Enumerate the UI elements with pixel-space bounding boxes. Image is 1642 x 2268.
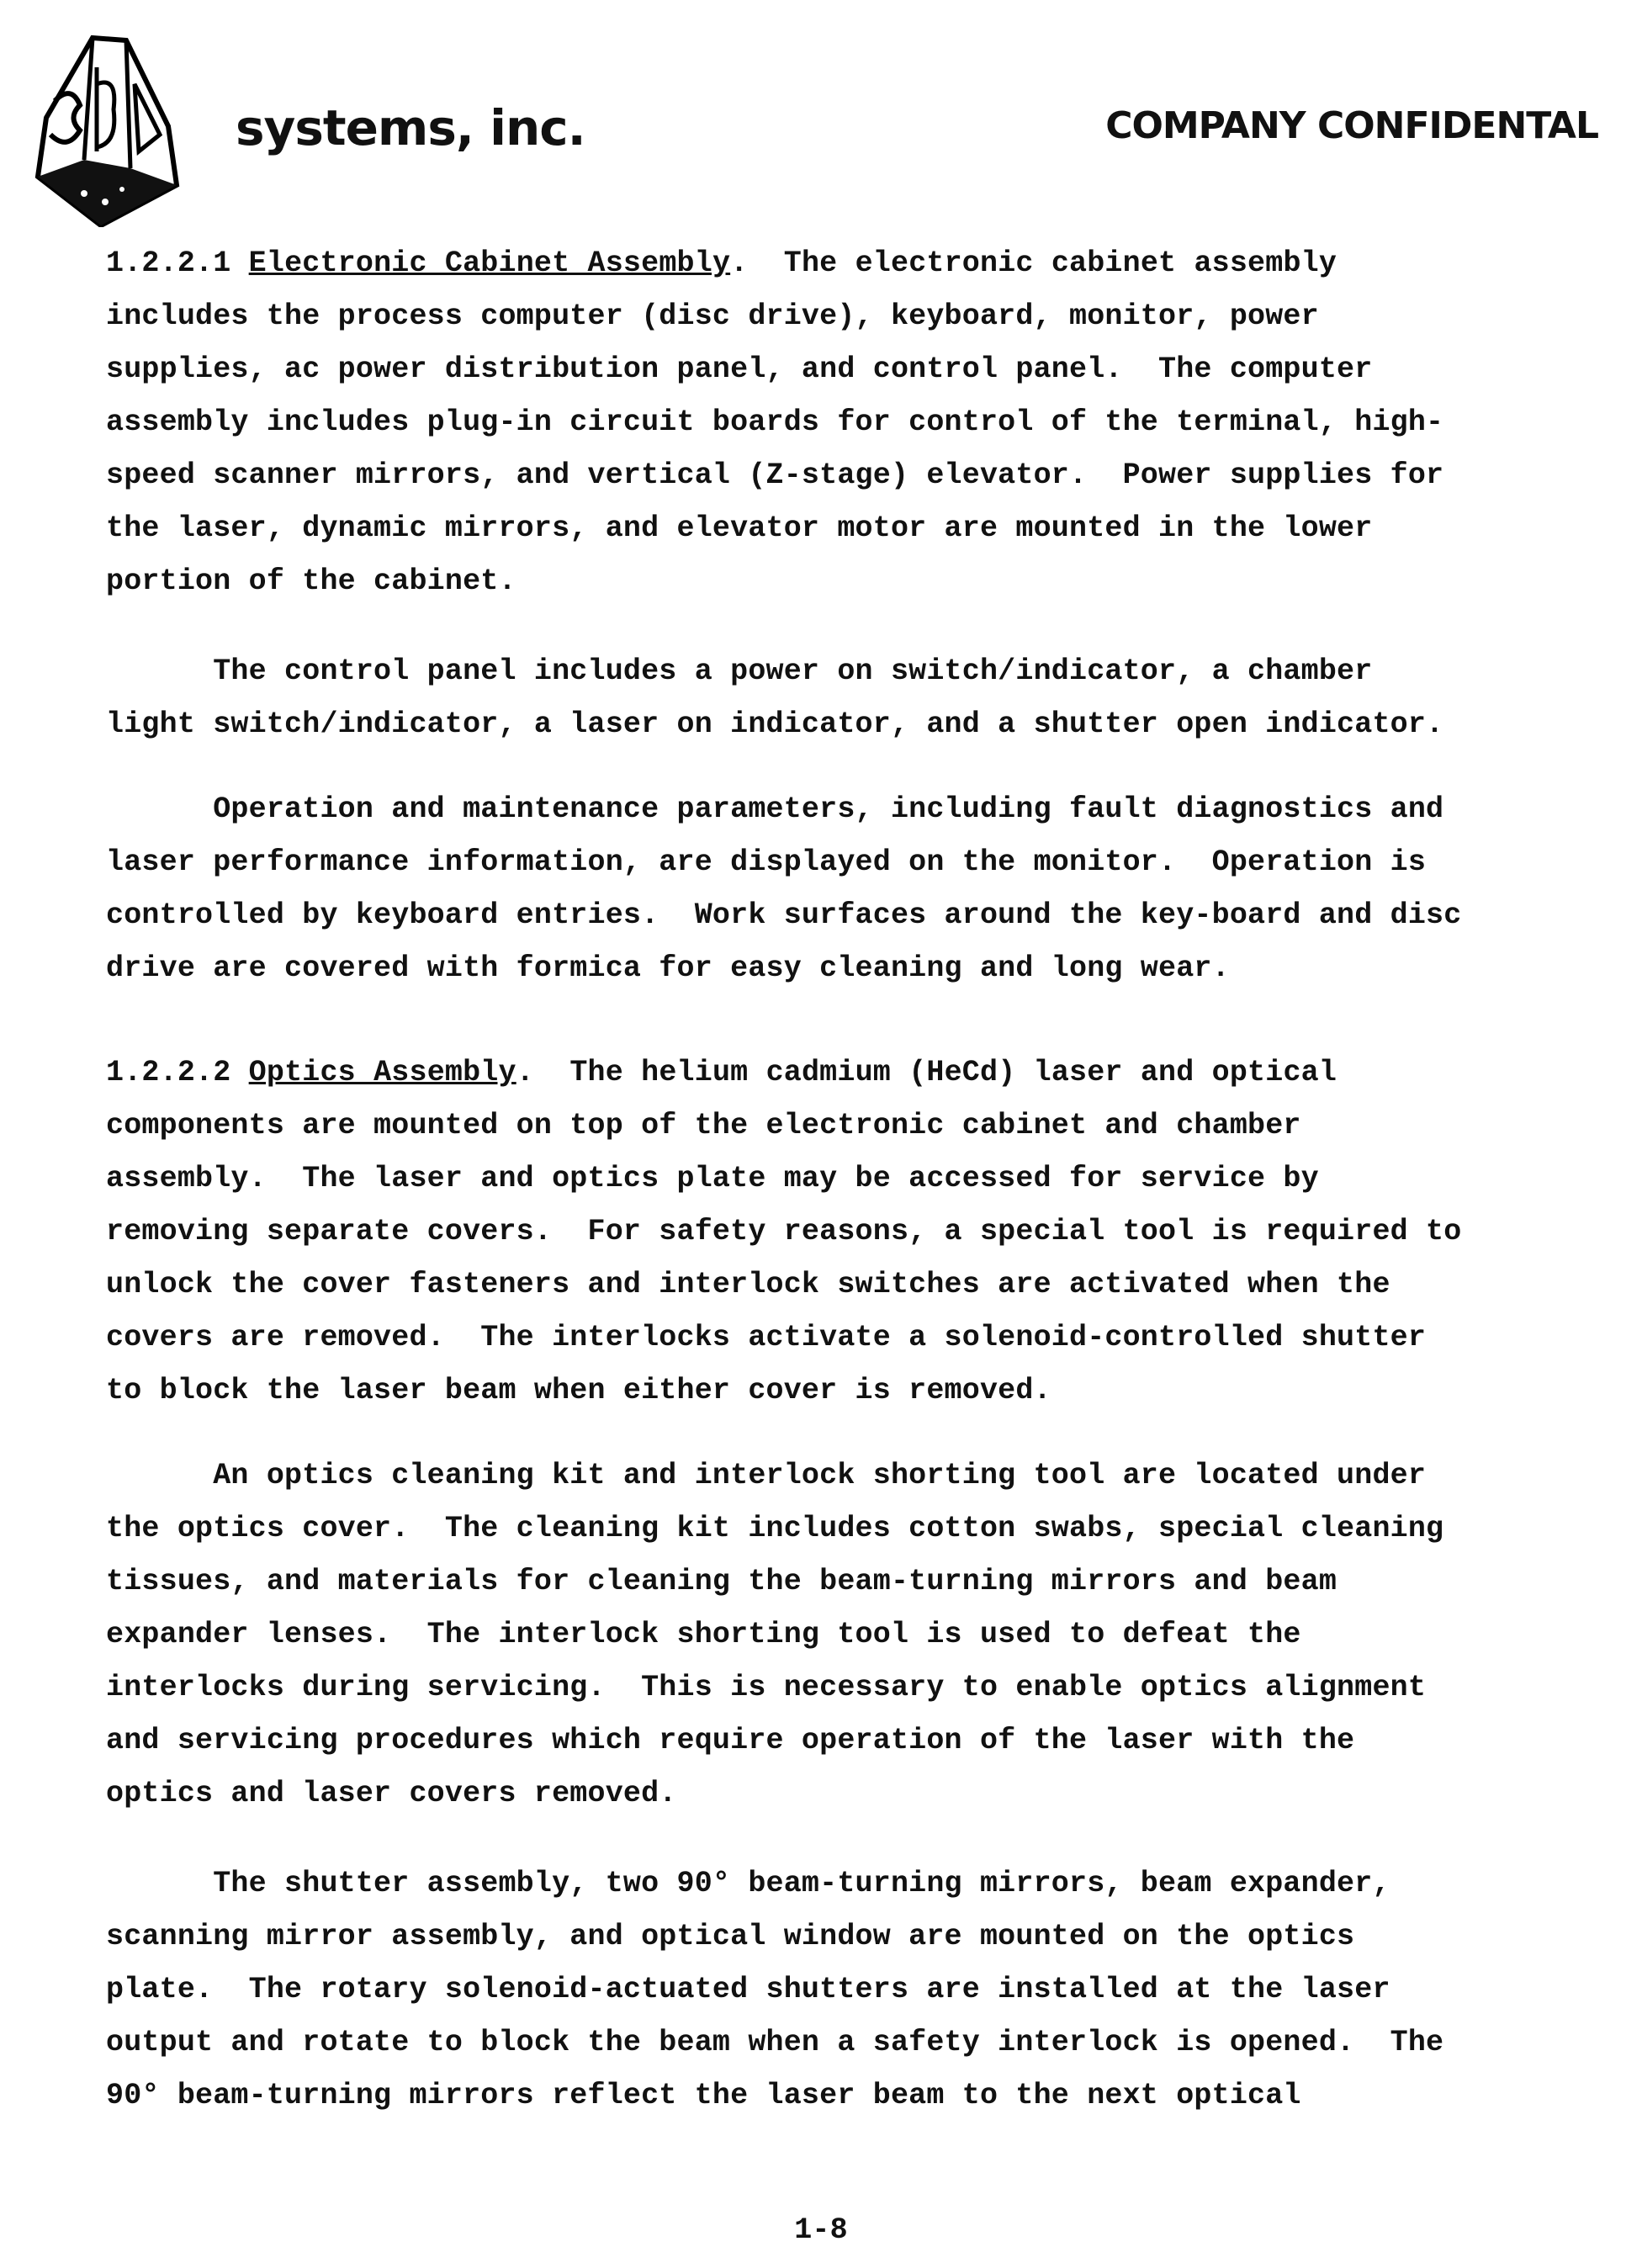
text-line: Operation and maintenance parameters, including fault diagnostics and xyxy=(106,783,1586,836)
section-1-2-2-1 xyxy=(106,237,1586,608)
paragraph xyxy=(106,1857,1586,2122)
text-line: An optics cleaning kit and interlock shorting tool are located under xyxy=(106,1449,1586,1502)
section-title: Optics Assembly xyxy=(249,1056,516,1089)
text-line: tissues, and materials for cleaning the beam-turning mirrors and beam xyxy=(106,1555,1586,1608)
text-line: drive are covered with formica for easy cleaning and long wear. xyxy=(106,942,1586,995)
text-line: The shutter assembly, two 90° beam-turning mirrors, beam expander, xyxy=(106,1857,1586,1910)
text-line: controlled by keyboard entries. Work surfaces around the key-board and disc xyxy=(106,889,1586,942)
text-line: light switch/indicator, a laser on indicator, and a shutter open indicator. xyxy=(106,698,1586,751)
text-line: the optics cover. The cleaning kit includes cotton swabs, special cleaning xyxy=(106,1502,1586,1555)
text-line: The control panel includes a power on switch/indicator, a chamber xyxy=(106,645,1586,698)
text-line: assembly. The laser and optics plate may be accessed for service by xyxy=(106,1153,1586,1206)
text-line: portion of the cabinet. xyxy=(106,555,1586,608)
section-1-2-2-2 xyxy=(106,1047,1586,1418)
paragraph xyxy=(106,1449,1586,1820)
text-line: 90° beam-turning mirrors reflect the laser beam to the next optical xyxy=(106,2069,1586,2122)
paragraph xyxy=(106,645,1586,751)
text-line: . The helium cadmium (HeCd) laser and optical xyxy=(516,1056,1337,1089)
page-number: 1-8 xyxy=(0,2204,1642,2257)
confidential-label: COMPANY CONFIDENTAL xyxy=(1105,104,1598,147)
text-line: speed scanner mirrors, and vertical (Z-stage) elevator. Power supplies for xyxy=(106,449,1586,502)
text-line: covers are removed. The interlocks activate a solenoid-controlled shutter xyxy=(106,1312,1586,1365)
text-line: interlocks during servicing. This is necessary to enable optics alignment xyxy=(106,1661,1586,1714)
text-line: output and rotate to block the beam when a safety interlock is opened. The xyxy=(106,2016,1586,2069)
text-line: plate. The rotary solenoid-actuated shutters are installed at the laser xyxy=(106,1963,1586,2016)
text-line: unlock the cover fasteners and interlock switches are activated when the xyxy=(106,1259,1586,1312)
paragraph xyxy=(106,783,1586,995)
text-line: optics and laser covers removed. xyxy=(106,1767,1586,1820)
company-name: systems, inc. xyxy=(236,99,585,156)
text-line: to block the laser beam when either cover is removed. xyxy=(106,1365,1586,1418)
company-logo xyxy=(34,34,193,227)
text-line: . The electronic cabinet assembly xyxy=(730,246,1337,280)
text-line: includes the process computer (disc drive), keyboard, monitor, power xyxy=(106,290,1586,343)
text-line: supplies, ac power distribution panel, and control panel. The computer xyxy=(106,343,1586,396)
text-line: laser performance information, are displayed on the monitor. Operation is xyxy=(106,836,1586,889)
section-number: 1.2.2.1 xyxy=(106,246,230,280)
text-line: components are mounted on top of the electronic cabinet and chamber xyxy=(106,1100,1586,1153)
text-line: removing separate covers. For safety reasons, a special tool is required to xyxy=(106,1206,1586,1259)
text-line: assembly includes plug-in circuit boards for control of the terminal, high- xyxy=(106,396,1586,449)
text-line: scanning mirror assembly, and optical window are mounted on the optics xyxy=(106,1910,1586,1963)
text-line: and servicing procedures which require operation of the laser with the xyxy=(106,1714,1586,1767)
text-line: expander lenses. The interlock shorting tool is used to defeat the xyxy=(106,1608,1586,1661)
section-number: 1.2.2.2 xyxy=(106,1056,230,1089)
section-title: Electronic Cabinet Assembly xyxy=(249,246,731,280)
text-line: the laser, dynamic mirrors, and elevator motor are mounted in the lower xyxy=(106,502,1586,555)
